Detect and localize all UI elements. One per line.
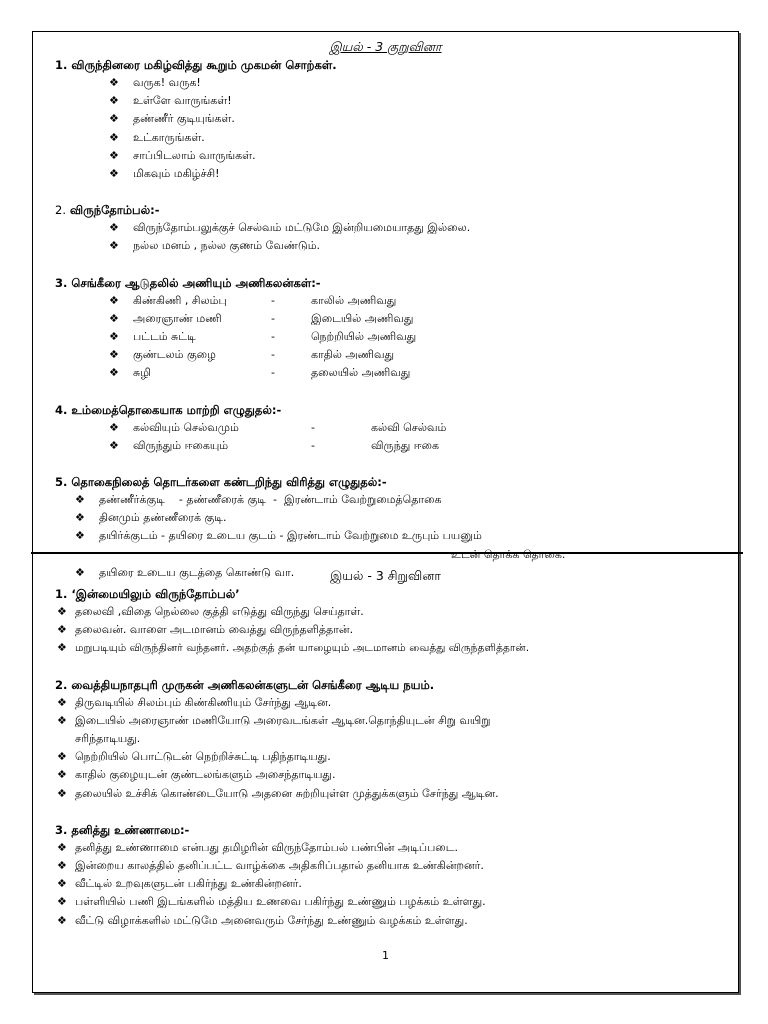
bullet-icon: ❖ bbox=[57, 605, 67, 618]
list-item: ❖ தயிர்க்குடம் - தயிரை உடைய குடம் - இரண்டாம் வேற்றுமை உருபும் பயனும் bbox=[33, 527, 738, 545]
bullet-icon: ❖ bbox=[57, 877, 67, 891]
bullet-icon: ❖ bbox=[57, 913, 67, 927]
p1-section-3 bbox=[33, 274, 738, 383]
list-item: ❖ வருக! வருக! bbox=[33, 74, 738, 92]
bullet-icon: ❖ bbox=[109, 76, 119, 89]
list-item: ❖ தயிரை உடைய குடத்தை கொண்டு வா. bbox=[33, 564, 738, 582]
list-item: ❖ நெற்றியில் பொட்டுடன் நெற்றிச்சுட்டி பதிந்தாடியது. bbox=[33, 748, 738, 766]
list-item: ❖ இன்றைய காலத்தில் தனிப்பட்ட வாழ்க்கை அதிகரிப்பதால் தனியாக உண்கின்றனர். bbox=[33, 857, 738, 875]
part-short-answers bbox=[33, 32, 738, 582]
list-item: ❖ கிண்கிணி , சிலம்பு - காலில் அணிவது bbox=[33, 292, 738, 310]
bullet-icon: ❖ bbox=[109, 221, 119, 235]
list-item: ❖ வீட்டு விழாக்களில் மட்டுமே அனைவரும் சேர்ந்து உண்ணும் வழக்கம் உள்ளது. bbox=[33, 912, 738, 930]
part2-title: இயல் - 3 சிறுவினா bbox=[330, 568, 441, 583]
bullet-icon: ❖ bbox=[109, 348, 119, 362]
list-item: ❖ தலைவி ,விதை நெல்லை குத்தி எடுத்து விருந்து செய்தாள். bbox=[33, 603, 738, 621]
bullet-icon: ❖ bbox=[57, 623, 67, 637]
p1-section-2 bbox=[33, 201, 738, 255]
p2-section-1 bbox=[33, 585, 738, 658]
list-item: ❖ உள்ளே வாருங்கள்! bbox=[33, 92, 738, 110]
p2-section-3 bbox=[33, 821, 738, 930]
section-heading: 4. உம்மைத்தொகையாக மாற்றி எழுதுதல்:- bbox=[55, 402, 282, 417]
list-item: ❖ தலையில் உச்சிக் கொண்டையோடு அதனை சுற்றியுள்ள முத்துக்களும் சேர்ந்து ஆடின. bbox=[33, 785, 738, 803]
section-heading: 1. ‘இன்மையிலும் விருந்தோம்பல்’ bbox=[55, 587, 240, 601]
list-item-continuation: சரிந்தாடியது. bbox=[75, 732, 141, 746]
section-heading: 2. வைத்தியநாதபுரி முருகன் அணிகலன்களுடன் செங்கீரை ஆடிய நயம். bbox=[55, 677, 435, 692]
list-item: ❖ விருந்தோம்பலுக்குச் செல்வம் மட்டுமே இன்றியமையாதது இல்லை. bbox=[33, 219, 738, 237]
list-item: ❖ விருந்தும் ஈகையும் - விருந்து ஈகை bbox=[33, 437, 738, 455]
list-item: ❖ தண்ணீர் குடியுங்கள். bbox=[33, 110, 738, 128]
bullet-icon: ❖ bbox=[109, 94, 119, 108]
bullet-icon: ❖ bbox=[109, 112, 119, 126]
bullet-icon: ❖ bbox=[109, 239, 119, 253]
bullet-icon: ❖ bbox=[109, 438, 119, 452]
list-item-continuation: உடன் தொக்க தொகை. bbox=[451, 547, 566, 561]
p1-section-4 bbox=[33, 401, 738, 455]
section-heading: 3. தனித்து உண்ணாமை:- bbox=[55, 822, 190, 837]
bullet-icon: ❖ bbox=[57, 713, 67, 727]
list-item: ❖ சாப்பிடலாம் வாருங்கள். bbox=[33, 147, 738, 165]
document-page bbox=[32, 31, 739, 993]
list-item: ❖ நல்ல மனம் , நல்ல குணம் வேண்டும். bbox=[33, 237, 738, 255]
list-item: ❖ தண்ணீர்க்குடி - தண்ணீரைக் குடி - இரண்டாம் வேற்றுமைத்தொகை bbox=[33, 491, 738, 509]
list-item: ❖ திருவடியில் சிலம்பும் கிண்கிணியும் சேர்ந்து ஆடின. bbox=[33, 694, 738, 712]
bullet-icon: ❖ bbox=[109, 167, 119, 181]
bullet-icon: ❖ bbox=[57, 840, 67, 854]
bullet-icon: ❖ bbox=[57, 859, 67, 873]
list-item: ❖ வீட்டில் உறவுகளுடன் பகிர்ந்து உண்கின்றனர். bbox=[33, 875, 738, 893]
bullet-icon: ❖ bbox=[109, 148, 119, 162]
bullet-icon: ❖ bbox=[75, 493, 85, 507]
list-item: ❖ தனித்து உண்ணாமை என்பது தமிழரின் விருந்தோம்பல் பண்பின் அடிப்படை. bbox=[33, 839, 738, 857]
bullet-icon: ❖ bbox=[57, 641, 67, 655]
list-item: ❖ காதில் குழையுடன் குண்டலங்களும் அசைந்தாடியது. bbox=[33, 766, 738, 784]
bullet-icon: ❖ bbox=[109, 130, 119, 144]
list-item: ❖ தலைவன். வாளை அடமானம் வைத்து விருந்தளித்தான். bbox=[33, 621, 738, 639]
list-item: ❖ மறுபடியும் விருந்தினர் வந்தனர். அதற்குத் தன் யாழையும் அடமானம் வைத்து விருந்தளித்தான். bbox=[33, 639, 738, 657]
list-item: ❖ சுழி - தலையில் அணிவது bbox=[33, 364, 738, 382]
bullet-icon: ❖ bbox=[57, 695, 67, 709]
list-item: ❖ பட்டம் சுட்டி - நெற்றியில் அணிவது bbox=[33, 328, 738, 346]
list-item: ❖ பள்ளியில் பணி இடங்களில் மத்திய உணவை பகிர்ந்து உண்ணும் பழக்கம் உள்ளது. bbox=[33, 893, 738, 911]
list-item: ❖ கல்வியும் செல்வமும் - கல்வி செல்வம் bbox=[33, 419, 738, 437]
page-number: 1 bbox=[382, 949, 389, 962]
list-item: ❖ அரைஞாண் மணி - இடையில் அணிவது bbox=[33, 310, 738, 328]
p2-section-2 bbox=[33, 676, 738, 803]
list-item: ❖ தினமும் தண்ணீரைக் குடி. bbox=[33, 509, 738, 527]
list-item: ❖ உட்காருங்கள். bbox=[33, 129, 738, 147]
section-heading: 3. செங்கீரை ஆடுதலில் அணியும் அணிகலன்கள்:- bbox=[55, 275, 321, 290]
part-long-answers bbox=[33, 561, 738, 930]
section-heading: 1. விருந்தினரை மகிழ்வித்து கூறும் முகமன் சொற்கள். bbox=[55, 58, 337, 72]
p1-section-1 bbox=[33, 56, 738, 183]
bullet-icon: ❖ bbox=[57, 750, 67, 764]
list-item: ❖ மிகவும் மகிழ்ச்சி! bbox=[33, 165, 738, 183]
section-divider bbox=[31, 552, 743, 554]
part1-title: இயல் - 3 குறுவினா bbox=[329, 39, 442, 54]
bullet-icon: ❖ bbox=[109, 311, 119, 325]
bullet-icon: ❖ bbox=[109, 366, 119, 380]
section-heading: 2. விருந்தோம்பல்:- bbox=[55, 203, 160, 218]
list-item: ❖ குண்டலம் குழை - காதில் அணிவது bbox=[33, 346, 738, 364]
bullet-icon: ❖ bbox=[109, 293, 119, 307]
list-item: ❖ இடையில் அரைஞாண் மணியோடு அரைவடங்கள் ஆடின.தொந்தியுடன் சிறு வயிறு bbox=[33, 712, 738, 730]
bullet-icon: ❖ bbox=[75, 529, 85, 543]
section-heading: 5. தொகைநிலைத் தொடர்களை கண்டறிந்து விரித்து எழுதுதல்:- bbox=[55, 475, 387, 490]
bullet-icon: ❖ bbox=[75, 511, 85, 525]
bullet-icon: ❖ bbox=[75, 565, 85, 579]
bullet-icon: ❖ bbox=[109, 330, 119, 344]
bullet-icon: ❖ bbox=[109, 420, 119, 434]
bullet-icon: ❖ bbox=[57, 768, 67, 782]
bullet-icon: ❖ bbox=[57, 786, 67, 800]
bullet-icon: ❖ bbox=[57, 895, 67, 909]
